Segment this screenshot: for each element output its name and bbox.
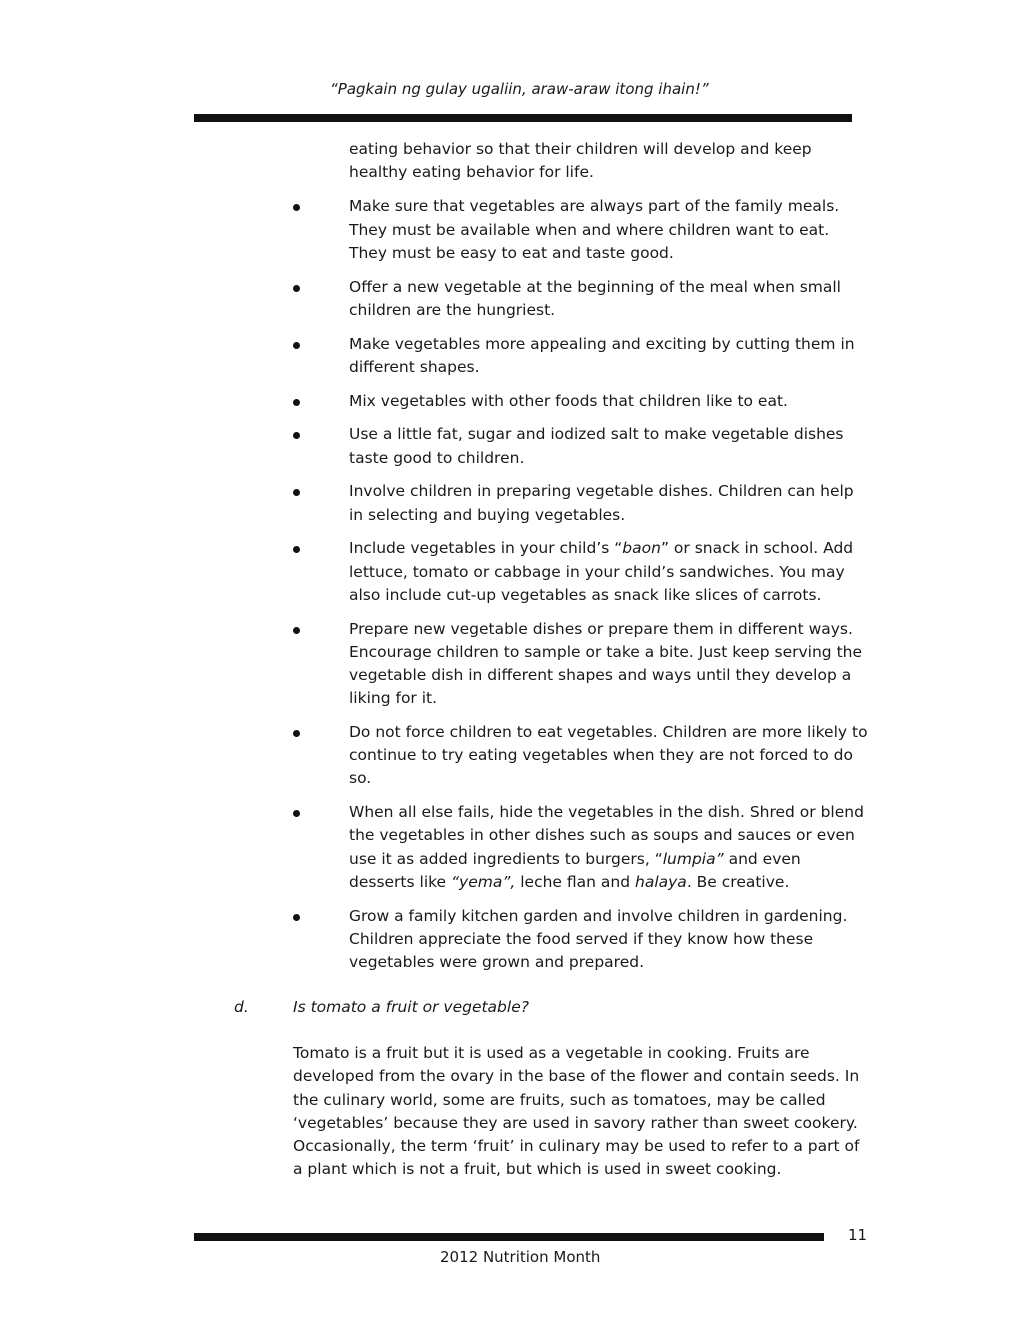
hide-item-text-2: and even desserts like — [349, 849, 801, 891]
list-item-text: Make sure that vegetables are always part of the family meals. They must be available when and where children want to eat. They must be easy to eat and taste good. — [349, 197, 840, 262]
bullet-icon — [293, 204, 300, 211]
bullet-icon — [293, 285, 300, 292]
list-item — [0, 333, 869, 379]
section-d-heading — [0, 996, 1024, 1019]
bullet-icon — [293, 914, 300, 921]
list-item — [0, 423, 869, 469]
list-item — [0, 390, 869, 413]
baon-term: baon — [622, 539, 661, 558]
footer-rule — [194, 1233, 824, 1241]
bullet-icon — [293, 810, 300, 817]
page-header-slogan: “Pagkain ng gulay ugaliin, araw-araw itong ihain!” — [330, 80, 709, 98]
list-item-text: Mix vegetables with other foods that children like to eat. — [349, 391, 788, 410]
continuation-paragraph: eating behavior so that their children will develop and keep healthy eating behavior for life. — [349, 140, 812, 182]
list-item — [0, 480, 869, 526]
list-item-text: Prepare new vegetable dishes or prepare them in different ways. Encourage children to sample or take a bite. Just keep serving the vegetable dish in different shapes and ways until they develop a liking for it. — [349, 619, 863, 708]
list-item — [0, 537, 869, 607]
list-item — [0, 905, 869, 975]
halaya-term: halaya — [635, 872, 687, 891]
baon-item-text-2: ” or snack in school. Add lettuce, tomato or cabbage in your child’s sandwiches. You may also include cut-up vegetables as snack like slices of carrots. — [349, 539, 854, 604]
list-item-text: Offer a new vegetable at the beginning of the meal when small children are the hungriest. — [349, 277, 841, 319]
section-question: Is tomato a fruit or vegetable? — [293, 998, 529, 1017]
list-item-text: Involve children in preparing vegetable dishes. Children can help in selecting and buying vegetables. — [349, 482, 854, 524]
list-item — [0, 618, 869, 711]
section-letter: d. — [234, 998, 249, 1017]
page-number: 11 — [848, 1226, 868, 1244]
bullet-icon — [293, 730, 300, 737]
hide-item-text-1: When all else fails, hide the vegetables in the dish. Shred or blend the vegetables in other dishes such as soups and sauces or even use it as added ingredients to burgers, “ — [349, 803, 864, 868]
page-body — [0, 138, 1024, 1181]
bullet-icon — [293, 627, 300, 634]
list-item-text: Make vegetables more appealing and exciting by cutting them in different shapes. — [349, 334, 855, 376]
lumpia-term: lumpia” — [662, 849, 724, 868]
bullet-icon — [293, 546, 300, 553]
list-item-text: Use a little fat, sugar and iodized salt to make vegetable dishes taste good to children. — [349, 425, 844, 467]
header-rule — [194, 114, 852, 122]
hide-item-text-4: . Be creative. — [686, 872, 790, 891]
bullet-icon — [293, 342, 300, 349]
baon-item-text-1: Include vegetables in your child’s “ — [349, 539, 623, 558]
section-d-paragraph: Tomato is a fruit but it is used as a vegetable in cooking. Fruits are developed from the ovary in the base of the flower and contain seeds. In the culinary world, some are fruits, such as tomatoes, may be called ‘vegetables’ because they are used in savory rather than sweet cookery. Occasionally, the term ‘fruit’ in culinary may be used to refer to a part of a plant which is not a fruit, but which is used in sweet cooking. — [293, 1044, 860, 1179]
list-item — [0, 801, 869, 894]
list-item — [0, 721, 869, 791]
bullet-list — [0, 195, 1024, 974]
yema-term: “yema”, — [451, 872, 516, 891]
list-item-text: Grow a family kitchen garden and involve children in gardening. Children appreciate the food served if they know how these vegetables were grown and prepared. — [349, 906, 848, 972]
bullet-icon — [293, 399, 300, 406]
list-item — [0, 276, 869, 322]
bullet-icon — [293, 489, 300, 496]
hide-item-text-3: leche flan and — [515, 872, 635, 891]
footer-text: 2012 Nutrition Month — [440, 1248, 601, 1266]
list-item-text: Do not force children to eat vegetables. Children are more likely to continue to try eating vegetables when they are not forced to do so. — [349, 723, 868, 788]
list-item-text — [349, 803, 864, 891]
list-item-text — [349, 539, 853, 603]
bullet-icon — [293, 432, 300, 439]
list-item — [0, 195, 869, 265]
